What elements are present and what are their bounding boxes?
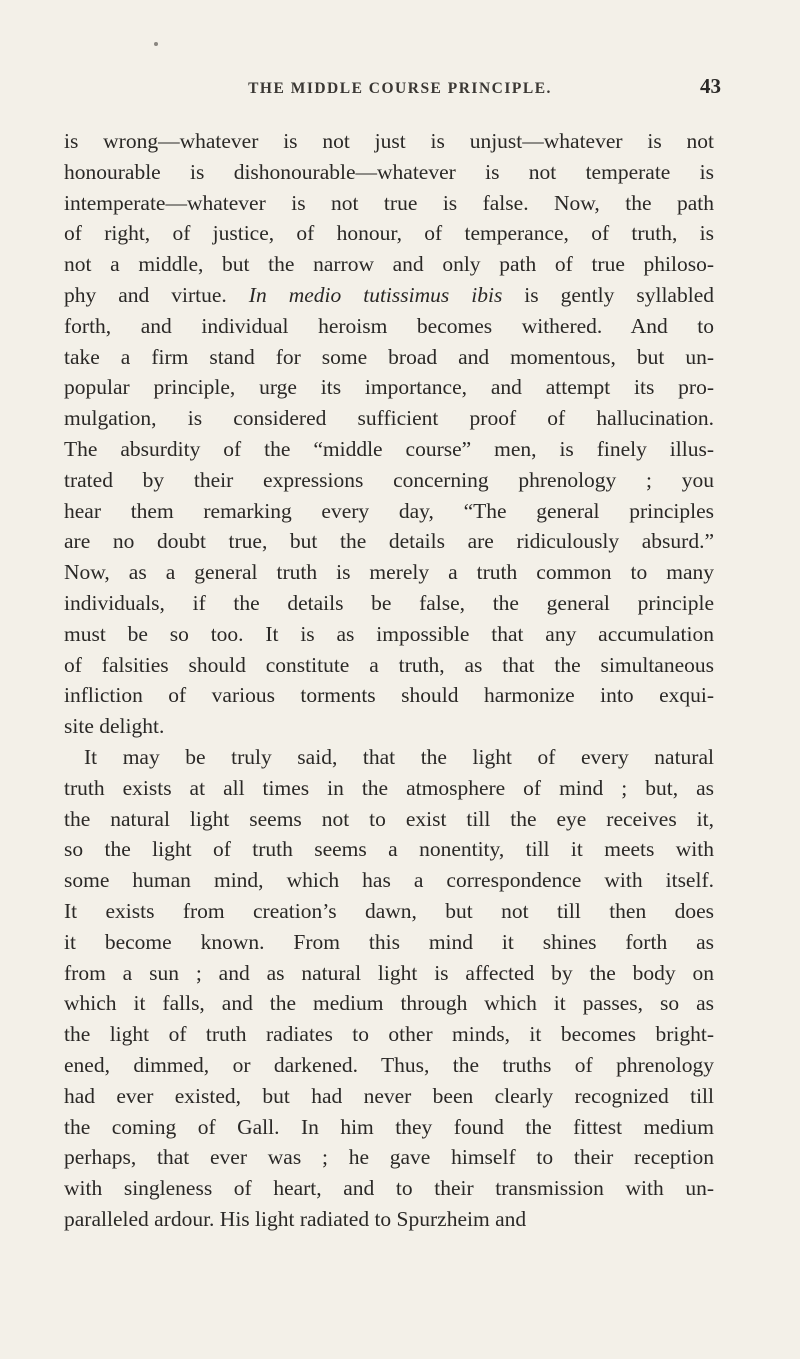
- text-line: [64, 126, 714, 157]
- text-segment: it become known. From this mind it shines forth as: [64, 929, 714, 954]
- text-segment: is gently syllabled: [502, 282, 714, 307]
- text-segment: intemperate—whatever is not true is false. Now, the path: [64, 190, 714, 215]
- paragraph: [64, 126, 714, 742]
- text-segment: which it falls, and the medium through which it passes, so as: [64, 991, 714, 1016]
- text-segment: site delight.: [64, 714, 165, 739]
- text-line: [64, 1019, 714, 1050]
- ink-speck: [154, 42, 158, 46]
- text-line: [64, 804, 714, 835]
- text-line: [64, 1204, 714, 1235]
- page-number: 43: [700, 74, 721, 98]
- italic-phrase: In medio tutissimus ibis: [248, 282, 503, 307]
- text-segment: honourable is dishonourable—whatever is not temperate is: [64, 159, 714, 184]
- text-line: [64, 1112, 714, 1143]
- text-line: [64, 280, 714, 311]
- text-line: [64, 773, 714, 804]
- text-line: [64, 342, 714, 373]
- text-segment: It may be truly said, that the light of every natural: [84, 744, 714, 769]
- text-segment: mulgation, is considered sufficient proof of hallucination.: [64, 406, 714, 431]
- text-line: [64, 988, 714, 1019]
- text-segment: not a middle, but the narrow and only path of true philoso-: [64, 252, 714, 277]
- text-line: [64, 619, 714, 650]
- text-segment: had ever existed, but had never been clearly recognized till: [64, 1083, 714, 1108]
- text-line: [64, 372, 714, 403]
- text-line: [64, 311, 714, 342]
- text-line: [64, 188, 714, 219]
- text-segment: so the light of truth seems a nonentity, till it meets with: [64, 837, 714, 862]
- text-line: [64, 834, 714, 865]
- text-line: [64, 557, 714, 588]
- text-line: [64, 650, 714, 681]
- text-line: [64, 157, 714, 188]
- text-line: [64, 742, 714, 773]
- text-segment: take a firm stand for some broad and momentous, but un-: [64, 344, 714, 369]
- text-segment: ened, dimmed, or darkened. Thus, the truths of phrenology: [64, 1052, 714, 1077]
- text-segment: the natural light seems not to exist till the eye receives it,: [64, 806, 714, 831]
- text-line: [64, 1081, 714, 1112]
- text-segment: the coming of Gall. In him they found the fittest medium: [64, 1114, 714, 1139]
- text-segment: popular principle, urge its importance, and attempt its pro-: [64, 375, 714, 400]
- text-segment: is wrong—whatever is not just is unjust—whatever is not: [64, 129, 714, 153]
- text-line: [64, 403, 714, 434]
- text-line: [64, 958, 714, 989]
- text-segment: infliction of various torments should harmonize into exqui-: [64, 683, 714, 708]
- text-segment: perhaps, that ever was ; he gave himself to their reception: [64, 1145, 714, 1170]
- running-head: THE MIDDLE COURSE PRINCIPLE.: [248, 80, 552, 97]
- text-line: [64, 434, 714, 465]
- text-line: [64, 865, 714, 896]
- text-line: [64, 218, 714, 249]
- text-segment: truth exists at all times in the atmosphere of mind ; but, as: [64, 775, 714, 800]
- text-line: [64, 249, 714, 280]
- text-line: [64, 927, 714, 958]
- text-line: [64, 1142, 714, 1173]
- text-line: [64, 680, 714, 711]
- text-line: [64, 711, 714, 742]
- text-segment: trated by their expressions concerning phrenology ; you: [64, 467, 714, 492]
- text-segment: phy and virtue.: [64, 282, 249, 307]
- text-segment: from a sun ; and as natural light is affected by the body on: [64, 960, 714, 985]
- text-segment: the light of truth radiates to other minds, it becomes bright-: [64, 1022, 714, 1047]
- text-segment: Now, as a general truth is merely a truth common to many: [64, 560, 714, 585]
- text-segment: It exists from creation’s dawn, but not till then does: [64, 898, 714, 923]
- text-segment: paralleled ardour. His light radiated to Spurzheim and: [64, 1206, 527, 1231]
- text-line: [64, 896, 714, 927]
- text-segment: of falsities should constitute a truth, as that the simultaneous: [64, 652, 714, 677]
- paragraph: [64, 742, 714, 1235]
- text-line: [64, 465, 714, 496]
- text-line: [64, 1173, 714, 1204]
- text-segment: hear them remarking every day, “The general principles: [64, 498, 714, 523]
- text-segment: The absurdity of the “middle course” men, is finely illus-: [64, 436, 714, 461]
- text-segment: forth, and individual heroism becomes withered. And to: [64, 313, 714, 338]
- text-segment: with singleness of heart, and to their transmission with un-: [64, 1176, 714, 1201]
- text-line: [64, 496, 714, 527]
- text-segment: some human mind, which has a correspondence with itself.: [64, 868, 714, 893]
- body-text: [64, 126, 714, 1235]
- text-line: [64, 526, 714, 557]
- text-segment: individuals, if the details be false, the general principle: [64, 590, 714, 615]
- text-segment: are no doubt true, but the details are ridiculously absurd.”: [64, 529, 714, 554]
- text-line: [64, 1050, 714, 1081]
- text-segment: of right, of justice, of honour, of temperance, of truth, is: [64, 221, 714, 246]
- text-line: [64, 588, 714, 619]
- text-segment: must be so too. It is as impossible that any accumulation: [64, 621, 714, 646]
